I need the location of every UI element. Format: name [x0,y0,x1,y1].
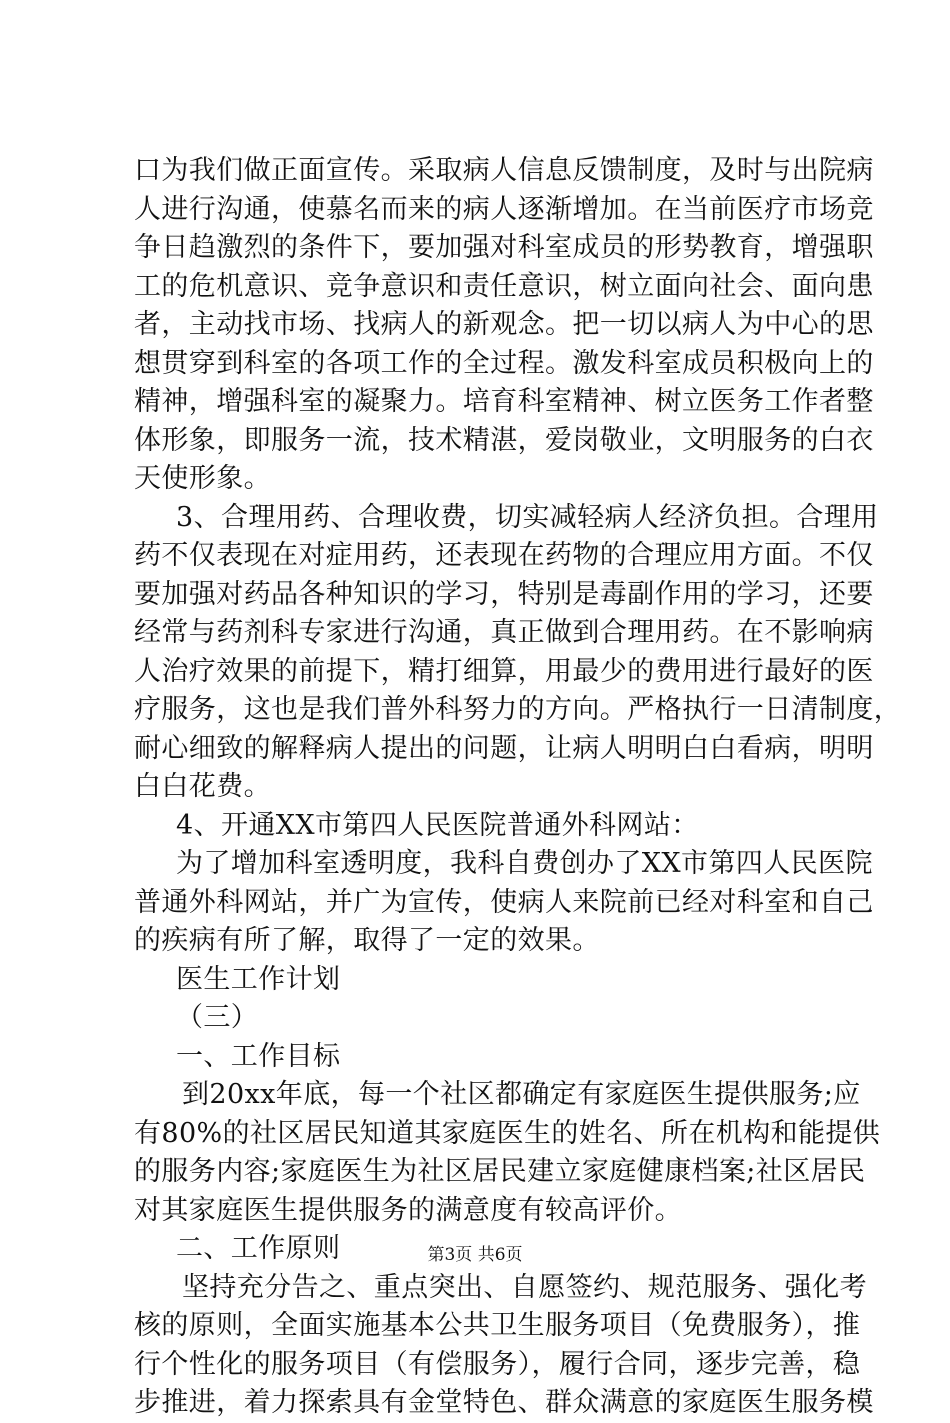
text-line: 天使形象。 [134,463,271,494]
text-line: 到20xx年底，每一个社区都确定有家庭医生提供服务;应 [182,1079,861,1110]
text-line: 者，主动找市场、找病人的新观念。把一切以病人为中心的思 [134,309,874,340]
text-line: 耐心细致的解释病人提出的问题，让病人明明白白看病，明明 [134,732,874,764]
document-body [134,152,902,1423]
text-line: 4、开通XX市第四人民医院普通外科网站： [176,809,699,841]
text-line: 核的原则，全面实施基本公共卫生服务项目（免费服务），推 [134,1310,861,1341]
text-line: 步推进，着力探索具有金堂特色、群众满意的家庭医生服务模 [134,1387,874,1418]
text-line: 的疾病有所了解，取得了一定的效果。 [134,925,600,956]
text-line: 要加强对药品各种知识的学习，特别是毒副作用的学习，还要 [134,578,874,610]
text-line: 人进行沟通，使慕名而来的病人逐渐增加。在当前医疗市场竞 [134,193,874,225]
text-line: 人治疗效果的前提下，精打细算，用最少的费用进行最好的医 [134,655,874,687]
text-line: 普通外科网站，并广为宣传，使病人来院前已经对科室和自己 [134,886,874,918]
text-line: 的服务内容;家庭医生为社区居民建立家庭健康档案;社区居民 [134,1156,866,1187]
text-line: 行个性化的服务项目（有偿服务），履行合同，逐步完善，稳 [134,1348,861,1380]
text-line: 医生工作计划 [176,963,341,995]
text-line: 为了增加科室透明度，我科自费创办了XX市第四人民医院 [176,848,873,879]
text-line: 疗服务，这也是我们普外科努力的方向。严格执行一日清制度， [134,694,902,725]
text-line: 3、合理用药、合理收费，切实减轻病人经济负担。合理用 [176,501,879,533]
text-line: 对其家庭医生提供服务的满意度有较高评价。 [134,1194,682,1226]
text-line: （三） [176,1002,259,1033]
text-line: 精神，增强科室的凝聚力。培育科室精神、树立医务工作者整 [134,386,874,417]
text-line: 白白花费。 [134,771,271,802]
text-line: 工的危机意识、竞争意识和责任意识，树立面向社会、面向患 [134,270,874,302]
text-line: 一、工作目标 [176,1040,341,1072]
text-line: 二、工作原则 [176,1233,341,1264]
text-line: 争日趋激烈的条件下，要加强对科室成员的形势教育，增强职 [134,232,874,263]
text-line: 经常与药剂科专家进行沟通，真正做到合理用药。在不影响病 [134,617,874,648]
text-line: 想贯穿到科室的各项工作的全过程。激发科室成员积极向上的 [134,347,874,379]
text-line: 坚持充分告之、重点突出、自愿签约、规范服务、强化考 [182,1271,867,1303]
page-footer: 第3页 共6页 [427,1245,523,1265]
text-line: 药不仅表现在对症用药，还表现在药物的合理应用方面。不仅 [134,540,874,571]
text-line: 体形象，即服务一流，技术精湛，爱岗敬业，文明服务的白衣 [134,424,874,456]
text-line: 口为我们做正面宣传。采取病人信息反馈制度，及时与出院病 [134,155,874,186]
text-line: 有80%的社区居民知道其家庭医生的姓名、所在机构和能提供 [134,1117,881,1149]
